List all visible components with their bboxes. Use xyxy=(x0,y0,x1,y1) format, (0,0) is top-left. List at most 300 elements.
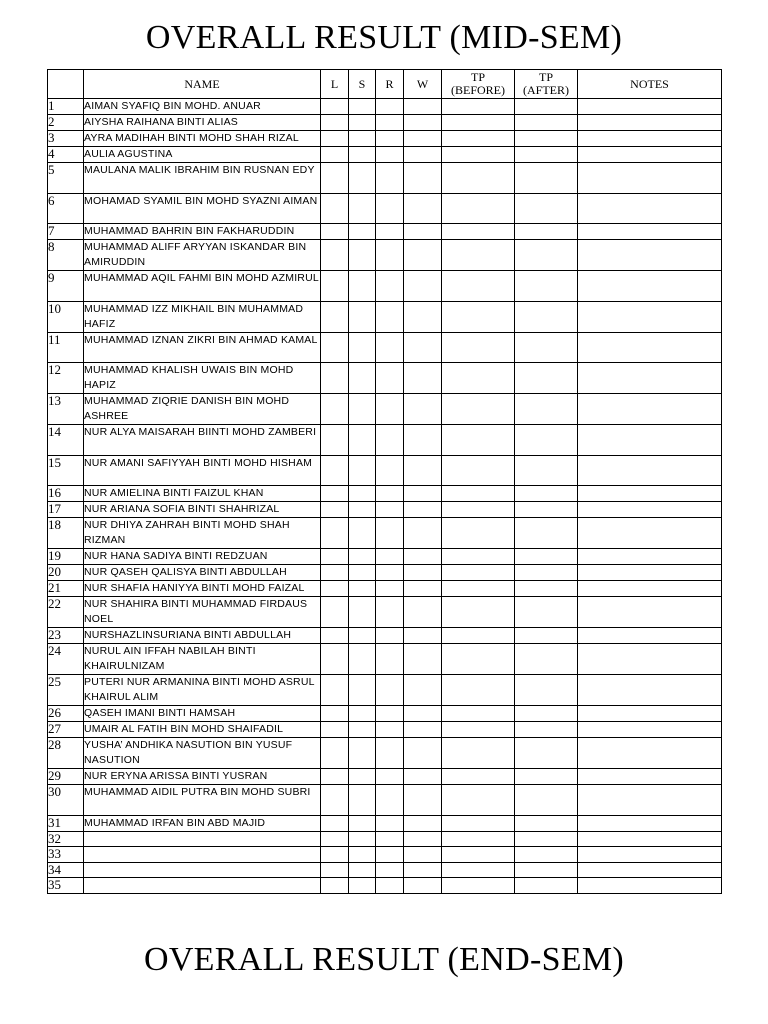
table-row xyxy=(48,738,722,769)
score-w-cell xyxy=(404,785,442,816)
score-l-cell xyxy=(321,131,349,147)
score-r-cell xyxy=(376,675,404,706)
score-s-cell xyxy=(349,597,376,628)
tp-before-cell xyxy=(442,644,515,675)
notes-cell xyxy=(578,163,722,194)
student-name: AYRA MADIHAH BINTI MOHD SHAH RIZAL xyxy=(84,131,321,147)
row-number: 5 xyxy=(48,163,84,194)
score-w-cell xyxy=(404,675,442,706)
tp-before-cell xyxy=(442,722,515,738)
score-r-cell xyxy=(376,425,404,456)
tp-after-cell xyxy=(515,224,578,240)
row-number: 8 xyxy=(48,240,84,271)
score-w-cell xyxy=(404,224,442,240)
student-name xyxy=(84,847,321,863)
header-tp-after-line2: (AFTER) xyxy=(523,83,569,97)
score-w-cell xyxy=(404,301,442,332)
header-tp-before-line2: (BEFORE) xyxy=(451,83,505,97)
score-r-cell xyxy=(376,301,404,332)
score-s-cell xyxy=(349,363,376,394)
notes-cell xyxy=(578,394,722,425)
tp-before-cell xyxy=(442,502,515,518)
student-name: MUHAMMAD AQIL FAHMI BIN MOHD AZMIRUL xyxy=(84,271,321,302)
tp-after-cell xyxy=(515,363,578,394)
tp-before-cell xyxy=(442,131,515,147)
tp-after-cell xyxy=(515,455,578,486)
row-number: 16 xyxy=(48,486,84,502)
score-r-cell xyxy=(376,785,404,816)
score-r-cell xyxy=(376,862,404,878)
student-name: MUHAMMAD KHALISH UWAIS BIN MOHD HAPIZ xyxy=(84,363,321,394)
notes-cell xyxy=(578,628,722,644)
score-w-cell xyxy=(404,394,442,425)
notes-cell xyxy=(578,878,722,894)
table-row xyxy=(48,878,722,894)
tp-after-cell xyxy=(515,628,578,644)
row-number: 11 xyxy=(48,332,84,363)
score-s-cell xyxy=(349,518,376,549)
student-name: NUR QASEH QALISYA BINTI ABDULLAH xyxy=(84,565,321,581)
row-number: 35 xyxy=(48,878,84,894)
row-number: 9 xyxy=(48,271,84,302)
score-l-cell xyxy=(321,722,349,738)
header-tp-after-line1: TP xyxy=(538,70,553,84)
tp-after-cell xyxy=(515,193,578,224)
score-r-cell xyxy=(376,240,404,271)
table-row xyxy=(48,224,722,240)
score-s-cell xyxy=(349,831,376,847)
tp-after-cell xyxy=(515,486,578,502)
row-number: 28 xyxy=(48,738,84,769)
tp-before-cell xyxy=(442,394,515,425)
student-name: NUR AMIELINA BINTI FAIZUL KHAN xyxy=(84,486,321,502)
table-row xyxy=(48,581,722,597)
score-w-cell xyxy=(404,738,442,769)
score-w-cell xyxy=(404,847,442,863)
row-number: 19 xyxy=(48,549,84,565)
table-row xyxy=(48,549,722,565)
student-name: MUHAMMAD IZNAN ZIKRI BIN AHMAD KAMAL xyxy=(84,332,321,363)
table-row xyxy=(48,455,722,486)
table-row xyxy=(48,240,722,271)
tp-before-cell xyxy=(442,332,515,363)
table-row xyxy=(48,163,722,194)
score-l-cell xyxy=(321,332,349,363)
table-row xyxy=(48,675,722,706)
table-header-row xyxy=(48,70,722,99)
score-s-cell xyxy=(349,271,376,302)
tp-before-cell xyxy=(442,831,515,847)
student-name: PUTERI NUR ARMANINA BINTI MOHD ASRUL KHAIRUL ALIM xyxy=(84,675,321,706)
row-number: 20 xyxy=(48,565,84,581)
score-w-cell xyxy=(404,163,442,194)
score-l-cell xyxy=(321,455,349,486)
notes-cell xyxy=(578,565,722,581)
score-s-cell xyxy=(349,240,376,271)
row-number: 6 xyxy=(48,193,84,224)
score-r-cell xyxy=(376,99,404,115)
score-l-cell xyxy=(321,363,349,394)
tp-before-cell xyxy=(442,878,515,894)
score-s-cell xyxy=(349,769,376,785)
score-w-cell xyxy=(404,455,442,486)
table-row xyxy=(48,644,722,675)
score-w-cell xyxy=(404,581,442,597)
table-row xyxy=(48,425,722,456)
notes-cell xyxy=(578,644,722,675)
student-name: NUR AMANI SAFIYYAH BINTI MOHD HISHAM xyxy=(84,455,321,486)
row-number: 23 xyxy=(48,628,84,644)
tp-before-cell xyxy=(442,193,515,224)
notes-cell xyxy=(578,706,722,722)
tp-before-cell xyxy=(442,518,515,549)
row-number: 21 xyxy=(48,581,84,597)
notes-cell xyxy=(578,675,722,706)
tp-after-cell xyxy=(515,878,578,894)
score-l-cell xyxy=(321,99,349,115)
score-s-cell xyxy=(349,193,376,224)
score-r-cell xyxy=(376,549,404,565)
notes-cell xyxy=(578,847,722,863)
row-number: 31 xyxy=(48,815,84,831)
score-r-cell xyxy=(376,271,404,302)
score-w-cell xyxy=(404,769,442,785)
score-w-cell xyxy=(404,815,442,831)
score-l-cell xyxy=(321,394,349,425)
score-w-cell xyxy=(404,486,442,502)
row-number: 4 xyxy=(48,147,84,163)
header-notes: NOTES xyxy=(578,70,722,99)
score-s-cell xyxy=(349,675,376,706)
tp-after-cell xyxy=(515,738,578,769)
notes-cell xyxy=(578,581,722,597)
table-row xyxy=(48,831,722,847)
notes-cell xyxy=(578,455,722,486)
student-name: AIMAN SYAFIQ BIN MOHD. ANUAR xyxy=(84,99,321,115)
score-w-cell xyxy=(404,131,442,147)
score-r-cell xyxy=(376,738,404,769)
score-l-cell xyxy=(321,581,349,597)
score-w-cell xyxy=(404,425,442,456)
tp-after-cell xyxy=(515,332,578,363)
row-number: 15 xyxy=(48,455,84,486)
notes-cell xyxy=(578,862,722,878)
score-r-cell xyxy=(376,193,404,224)
score-s-cell xyxy=(349,332,376,363)
page-title-end-sem: OVERALL RESULT (END-SEM) xyxy=(143,941,625,978)
tp-after-cell xyxy=(515,549,578,565)
score-l-cell xyxy=(321,769,349,785)
score-w-cell xyxy=(404,644,442,675)
score-l-cell xyxy=(321,675,349,706)
student-name: QASEH IMANI BINTI HAMSAH xyxy=(84,706,321,722)
row-number: 33 xyxy=(48,847,84,863)
table-row xyxy=(48,518,722,549)
score-w-cell xyxy=(404,549,442,565)
score-w-cell xyxy=(404,518,442,549)
row-number: 17 xyxy=(48,502,84,518)
table-row xyxy=(48,597,722,628)
tp-before-cell xyxy=(442,706,515,722)
row-number: 18 xyxy=(48,518,84,549)
student-name: NUR SHAHIRA BINTI MUHAMMAD FIRDAUS NOEL xyxy=(84,597,321,628)
notes-cell xyxy=(578,240,722,271)
score-r-cell xyxy=(376,597,404,628)
score-r-cell xyxy=(376,332,404,363)
notes-cell xyxy=(578,785,722,816)
notes-cell xyxy=(578,486,722,502)
row-number: 13 xyxy=(48,394,84,425)
score-l-cell xyxy=(321,706,349,722)
header-tp-before xyxy=(442,70,515,99)
tp-before-cell xyxy=(442,628,515,644)
tp-after-cell xyxy=(515,163,578,194)
notes-cell xyxy=(578,115,722,131)
tp-before-cell xyxy=(442,486,515,502)
tp-after-cell xyxy=(515,706,578,722)
tp-after-cell xyxy=(515,240,578,271)
student-name xyxy=(84,862,321,878)
tp-before-cell xyxy=(442,581,515,597)
notes-cell xyxy=(578,815,722,831)
student-name: NUR ERYNA ARISSA BINTI YUSRAN xyxy=(84,769,321,785)
score-s-cell xyxy=(349,549,376,565)
table-row xyxy=(48,99,722,115)
score-l-cell xyxy=(321,831,349,847)
tp-after-cell xyxy=(515,581,578,597)
score-r-cell xyxy=(376,163,404,194)
tp-before-cell xyxy=(442,224,515,240)
notes-cell xyxy=(578,301,722,332)
score-s-cell xyxy=(349,99,376,115)
score-l-cell xyxy=(321,147,349,163)
score-s-cell xyxy=(349,224,376,240)
table-row xyxy=(48,769,722,785)
row-number: 14 xyxy=(48,425,84,456)
row-number: 7 xyxy=(48,224,84,240)
score-w-cell xyxy=(404,831,442,847)
notes-cell xyxy=(578,271,722,302)
tp-after-cell xyxy=(515,785,578,816)
notes-cell xyxy=(578,224,722,240)
score-w-cell xyxy=(404,193,442,224)
score-s-cell xyxy=(349,565,376,581)
score-l-cell xyxy=(321,847,349,863)
row-number: 24 xyxy=(48,644,84,675)
tp-before-cell xyxy=(442,163,515,194)
notes-cell xyxy=(578,518,722,549)
tp-after-cell xyxy=(515,518,578,549)
page-title-mid-sem: OVERALL RESULT (MID-SEM) xyxy=(145,19,623,56)
table-row xyxy=(48,147,722,163)
tp-before-cell xyxy=(442,425,515,456)
score-r-cell xyxy=(376,131,404,147)
score-l-cell xyxy=(321,597,349,628)
tp-before-cell xyxy=(442,815,515,831)
student-name: UMAIR AL FATIH BIN MOHD SHAIFADIL xyxy=(84,722,321,738)
tp-after-cell xyxy=(515,99,578,115)
tp-after-cell xyxy=(515,597,578,628)
tp-before-cell xyxy=(442,862,515,878)
tp-before-cell xyxy=(442,769,515,785)
score-r-cell xyxy=(376,455,404,486)
notes-cell xyxy=(578,131,722,147)
score-s-cell xyxy=(349,131,376,147)
row-number: 12 xyxy=(48,363,84,394)
score-l-cell xyxy=(321,549,349,565)
tp-before-cell xyxy=(442,301,515,332)
score-w-cell xyxy=(404,597,442,628)
tp-after-cell xyxy=(515,147,578,163)
notes-cell xyxy=(578,502,722,518)
score-l-cell xyxy=(321,425,349,456)
score-s-cell xyxy=(349,785,376,816)
score-s-cell xyxy=(349,301,376,332)
score-s-cell xyxy=(349,644,376,675)
table-row xyxy=(48,131,722,147)
student-name: AIYSHA RAIHANA BINTI ALIAS xyxy=(84,115,321,131)
score-r-cell xyxy=(376,502,404,518)
tp-after-cell xyxy=(515,425,578,456)
tp-before-cell xyxy=(442,785,515,816)
table-row xyxy=(48,502,722,518)
table-row xyxy=(48,862,722,878)
header-tp-before-line1: TP xyxy=(470,70,485,84)
score-w-cell xyxy=(404,878,442,894)
student-name: MUHAMMAD ALIFF ARYYAN ISKANDAR BIN AMIRUDDIN xyxy=(84,240,321,271)
student-name: NUR DHIYA ZAHRAH BINTI MOHD SHAH RIZMAN xyxy=(84,518,321,549)
score-s-cell xyxy=(349,815,376,831)
tp-after-cell xyxy=(515,675,578,706)
tp-after-cell xyxy=(515,502,578,518)
table-row xyxy=(48,722,722,738)
header-name: NAME xyxy=(84,70,321,99)
row-number: 22 xyxy=(48,597,84,628)
header-s: S xyxy=(349,70,376,99)
tp-after-cell xyxy=(515,722,578,738)
score-l-cell xyxy=(321,271,349,302)
notes-cell xyxy=(578,332,722,363)
student-name xyxy=(84,831,321,847)
row-number: 30 xyxy=(48,785,84,816)
score-l-cell xyxy=(321,193,349,224)
score-r-cell xyxy=(376,847,404,863)
student-name: MUHAMMAD IRFAN BIN ABD MAJID xyxy=(84,815,321,831)
notes-cell xyxy=(578,147,722,163)
score-l-cell xyxy=(321,115,349,131)
score-l-cell xyxy=(321,878,349,894)
tp-before-cell xyxy=(442,847,515,863)
row-number: 32 xyxy=(48,831,84,847)
table-row xyxy=(48,301,722,332)
tp-after-cell xyxy=(515,115,578,131)
score-s-cell xyxy=(349,163,376,194)
score-l-cell xyxy=(321,502,349,518)
tp-after-cell xyxy=(515,847,578,863)
score-s-cell xyxy=(349,847,376,863)
score-r-cell xyxy=(376,115,404,131)
tp-after-cell xyxy=(515,769,578,785)
header-r: R xyxy=(376,70,404,99)
student-name: MUHAMMAD ZIQRIE DANISH BIN MOHD ASHREE xyxy=(84,394,321,425)
result-table xyxy=(47,69,722,894)
notes-cell xyxy=(578,738,722,769)
score-l-cell xyxy=(321,815,349,831)
score-w-cell xyxy=(404,99,442,115)
table-row xyxy=(48,706,722,722)
student-name: NUR ARIANA SOFIA BINTI SHAHRIZAL xyxy=(84,502,321,518)
score-r-cell xyxy=(376,706,404,722)
student-name: MAULANA MALIK IBRAHIM BIN RUSNAN EDY xyxy=(84,163,321,194)
header-w: W xyxy=(404,70,442,99)
table-row xyxy=(48,486,722,502)
notes-cell xyxy=(578,363,722,394)
row-number: 2 xyxy=(48,115,84,131)
score-l-cell xyxy=(321,486,349,502)
score-s-cell xyxy=(349,502,376,518)
notes-cell xyxy=(578,99,722,115)
notes-cell xyxy=(578,722,722,738)
score-s-cell xyxy=(349,738,376,769)
tp-before-cell xyxy=(442,565,515,581)
notes-cell xyxy=(578,769,722,785)
table-row xyxy=(48,115,722,131)
score-w-cell xyxy=(404,722,442,738)
student-name: MUHAMMAD AIDIL PUTRA BIN MOHD SUBRI xyxy=(84,785,321,816)
score-s-cell xyxy=(349,706,376,722)
score-w-cell xyxy=(404,862,442,878)
tp-before-cell xyxy=(442,675,515,706)
table-row xyxy=(48,628,722,644)
score-l-cell xyxy=(321,301,349,332)
score-s-cell xyxy=(349,394,376,425)
table-row xyxy=(48,332,722,363)
notes-cell xyxy=(578,831,722,847)
tp-before-cell xyxy=(442,455,515,486)
tp-before-cell xyxy=(442,240,515,271)
tp-after-cell xyxy=(515,565,578,581)
score-s-cell xyxy=(349,581,376,597)
score-r-cell xyxy=(376,147,404,163)
score-s-cell xyxy=(349,628,376,644)
score-w-cell xyxy=(404,363,442,394)
notes-cell xyxy=(578,425,722,456)
score-s-cell xyxy=(349,722,376,738)
header-tp-after xyxy=(515,70,578,99)
tp-after-cell xyxy=(515,644,578,675)
score-r-cell xyxy=(376,722,404,738)
score-r-cell xyxy=(376,628,404,644)
student-name: MUHAMMAD IZZ MIKHAIL BIN MUHAMMAD HAFIZ xyxy=(84,301,321,332)
tp-after-cell xyxy=(515,131,578,147)
student-name xyxy=(84,878,321,894)
tp-before-cell xyxy=(442,363,515,394)
score-w-cell xyxy=(404,240,442,271)
score-l-cell xyxy=(321,163,349,194)
score-r-cell xyxy=(376,486,404,502)
score-r-cell xyxy=(376,224,404,240)
score-l-cell xyxy=(321,565,349,581)
table-row xyxy=(48,815,722,831)
row-number: 25 xyxy=(48,675,84,706)
score-r-cell xyxy=(376,581,404,597)
tp-before-cell xyxy=(442,115,515,131)
student-name: NUR HANA SADIYA BINTI REDZUAN xyxy=(84,549,321,565)
score-r-cell xyxy=(376,878,404,894)
score-w-cell xyxy=(404,115,442,131)
table-row xyxy=(48,565,722,581)
score-w-cell xyxy=(404,565,442,581)
